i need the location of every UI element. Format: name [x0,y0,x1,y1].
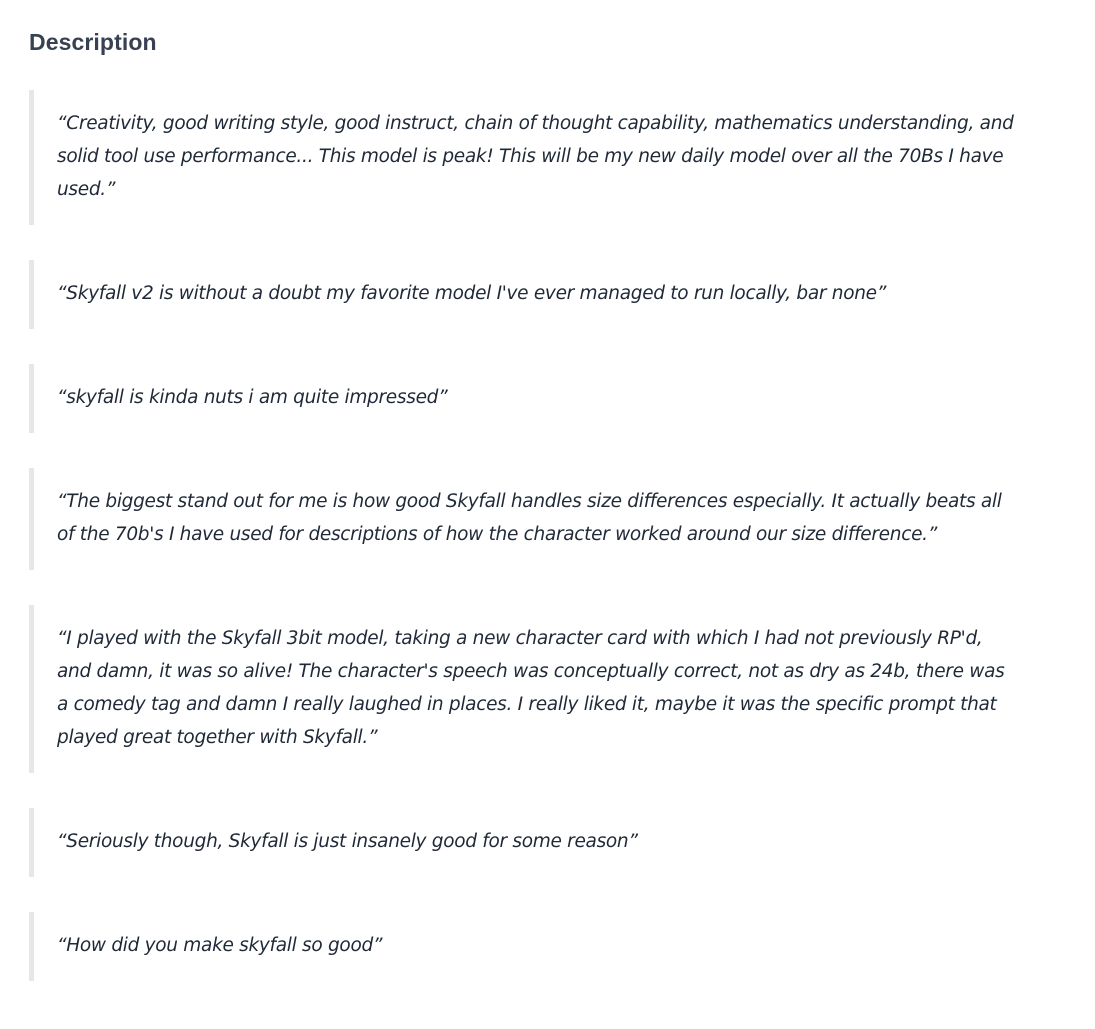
testimonial-quote [29,260,1017,329]
quote-text: “The biggest stand out for me is how good Skyfall handles size differences especially. It actually beats all of the 70b's I have used for descriptions of how the character worked around our size difference.” [57,491,1002,545]
testimonial-quote [29,808,1017,877]
quote-text: “skyfall is kinda nuts i am quite impressed” [57,387,448,408]
quote-text: “Creativity, good writing style, good instruct, chain of thought capability, mathematics understanding, and solid tool use performance... This model is peak! This will be my new daily model over all the 70Bs I have used.” [57,113,1014,200]
quote-text: “I played with the Skyfall 3bit model, taking a new character card with which I had not previously RP'd, and damn, it was so alive! The character's speech was conceptually correct, not as dry as 24b, there was a comedy tag and damn I really laughed in places. I really liked it, maybe it was the specific prompt that played great together with Skyfall.” [57,628,1005,748]
testimonial-quote [29,912,1017,981]
section-heading: Description [29,29,157,55]
testimonial-quote [29,364,1017,433]
quote-text: “Skyfall v2 is without a doubt my favorite model I've ever managed to run locally, bar none” [57,283,887,304]
testimonial-quote [29,605,1017,773]
quote-text: “How did you make skyfall so good” [57,935,383,956]
testimonial-quote [29,468,1017,570]
quote-list [29,90,1095,981]
testimonial-quote [29,90,1017,225]
quote-text: “Seriously though, Skyfall is just insanely good for some reason” [57,831,638,852]
